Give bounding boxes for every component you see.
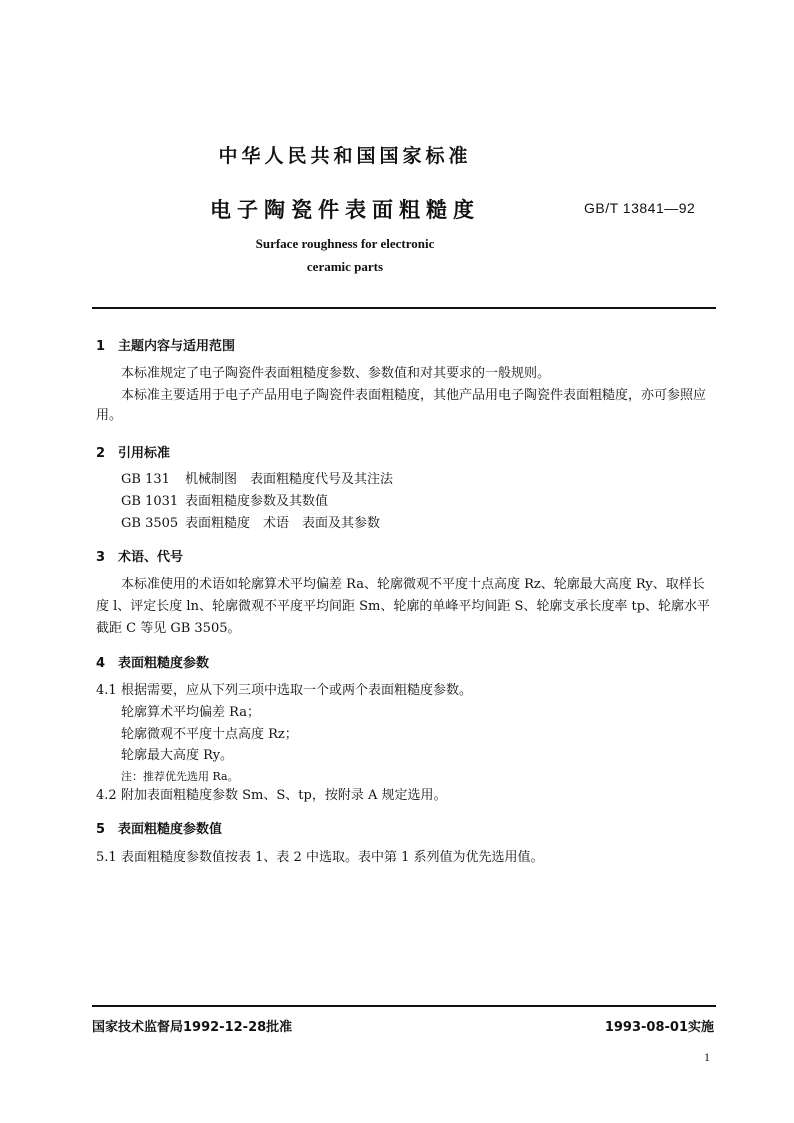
footer-divider (92, 1005, 716, 1007)
clause-5-1: 5.1 表面粗糙度参数值按表 1、表 2 中选取。表中第 1 系列值为优先选用值。 (96, 850, 544, 865)
clause-4-1: 4.1 根据需要，应从下列三项中选取一个或两个表面粗糙度参数。 (96, 683, 473, 698)
national-standard-heading: 中华人民共和国国家标准 (218, 145, 472, 167)
section-3-heading: 3 术语、代号 (96, 550, 184, 565)
section-1-para-2: 本标准主要适用于电子产品用电子陶瓷件表面粗糙度，其他产品用电子陶瓷件表面粗糙度，亦可参照应用。 (96, 388, 707, 423)
document-title-en-line2: ceramic parts (306, 259, 384, 274)
reference-item: GB 131 机械制图 表面粗糙度代号及其注法 (121, 472, 394, 487)
parameter-item: 轮廓最大高度 Ry。 (121, 748, 234, 763)
document-title-cn: 电子陶瓷件表面粗糙度 (210, 198, 480, 222)
document-title-en-line1: Surface roughness for electronic (255, 236, 435, 251)
reference-item: GB 1031 表面粗糙度参数及其数值 (121, 494, 329, 509)
section-2-heading: 2 引用标准 (96, 446, 171, 461)
clause-4-2: 4.2 附加表面粗糙度参数 Sm、S、tp，按附录 A 规定选用。 (96, 788, 447, 803)
approval-date: 国家技术监督局1992-12-28批准 (92, 1020, 293, 1035)
reference-item: GB 3505 表面粗糙度 术语 表面及其参数 (121, 516, 381, 531)
section-4-heading: 4 表面粗糙度参数 (96, 656, 210, 671)
standard-code: GB/T 13841—92 (584, 200, 696, 216)
section-3-text: 本标准使用的术语如轮廓算术平均偏差 Ra、轮廓微观不平度十点高度 Rz、轮廓最大高度 Ry、取样长度 l、评定长度 ln、轮廓微观不平度平均间距 Sm、轮廓的单峰平均间距 S、轮廓支承长度率 tp、轮廓水平截距 C 等见 GB 3505。 (96, 577, 711, 636)
header-divider (92, 307, 716, 309)
section-5-heading: 5 表面粗糙度参数值 (96, 822, 223, 837)
page-number: 1 (704, 1050, 710, 1064)
effective-date: 1993-08-01实施 (604, 1020, 714, 1035)
section-1-heading: 1 主题内容与适用范围 (96, 339, 236, 354)
clause-4-1-note: 注：推荐优先选用 Ra。 (121, 770, 239, 783)
parameter-item: 轮廓算术平均偏差 Ra； (121, 705, 260, 720)
parameter-item: 轮廓微观不平度十点高度 Rz； (121, 727, 298, 742)
section-1-para-1: 本标准规定了电子陶瓷件表面粗糙度参数、参数值和对其要求的一般规则。 (121, 366, 551, 381)
